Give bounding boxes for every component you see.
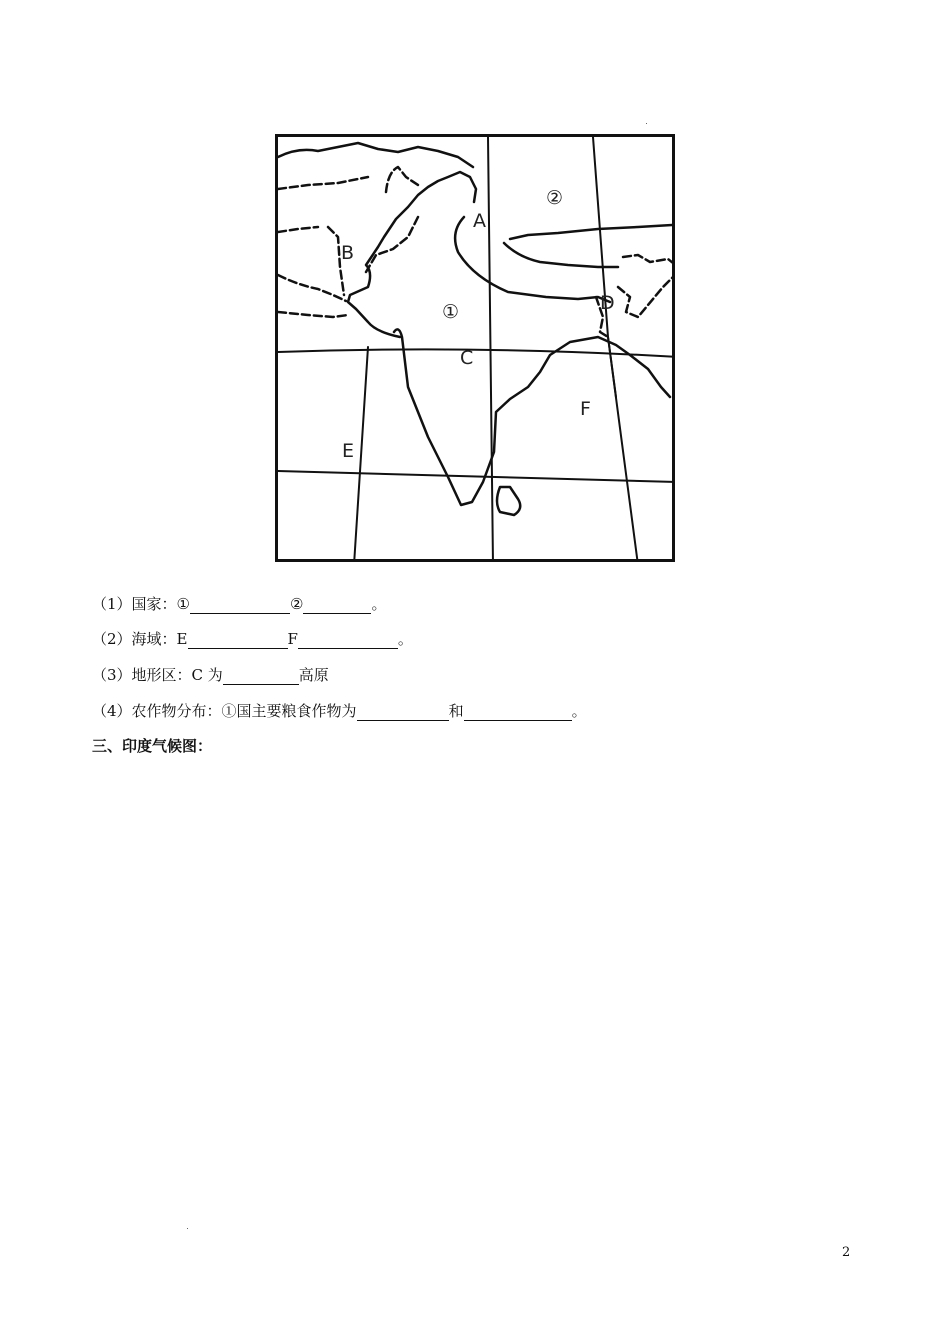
answer-blank[interactable] xyxy=(464,705,572,721)
answer-blank[interactable] xyxy=(303,598,371,614)
question-2 xyxy=(92,629,413,649)
question-text: C 为 xyxy=(191,666,223,684)
question-prefix: （2）海域： xyxy=(92,630,177,648)
question-4 xyxy=(92,701,587,721)
question-3 xyxy=(92,665,329,685)
map-label-b: B xyxy=(341,242,355,264)
speck-mark xyxy=(187,1228,188,1229)
answer-blank[interactable] xyxy=(190,598,290,614)
page-number: 2 xyxy=(842,1245,851,1260)
question-text: 。 xyxy=(371,595,387,613)
map-label-d: D xyxy=(600,292,615,314)
question-text: 。 xyxy=(571,702,587,720)
answer-blank[interactable] xyxy=(223,669,299,685)
speck-mark xyxy=(646,123,647,124)
section-title: 三、印度气候图： xyxy=(92,737,213,755)
question-text: 高原 xyxy=(298,666,329,684)
india-map-figure xyxy=(275,134,675,562)
question-text: F xyxy=(287,630,298,648)
map-label-country-2: ② xyxy=(546,187,564,209)
question-prefix: （4）农作物分布： xyxy=(92,702,222,720)
answer-blank[interactable] xyxy=(298,633,398,649)
question-1 xyxy=(92,594,386,614)
question-text: ② xyxy=(290,595,304,613)
question-text: ①国主要粮食作物为 xyxy=(221,702,357,720)
map-label-e: E xyxy=(342,440,355,462)
answer-blank[interactable] xyxy=(357,705,449,721)
question-text: 。 xyxy=(397,630,413,648)
question-text: E xyxy=(176,630,188,648)
question-text: 和 xyxy=(448,702,464,720)
map-label-c: C xyxy=(460,347,474,369)
map-outline-drawing xyxy=(278,137,675,562)
question-text: ① xyxy=(176,595,190,613)
question-prefix: （1）国家： xyxy=(92,595,177,613)
map-label-country-1: ① xyxy=(442,301,460,323)
answer-blank[interactable] xyxy=(188,633,288,649)
map-label-a: A xyxy=(473,210,486,232)
question-prefix: （3）地形区： xyxy=(92,666,192,684)
map-label-f: F xyxy=(580,398,591,420)
